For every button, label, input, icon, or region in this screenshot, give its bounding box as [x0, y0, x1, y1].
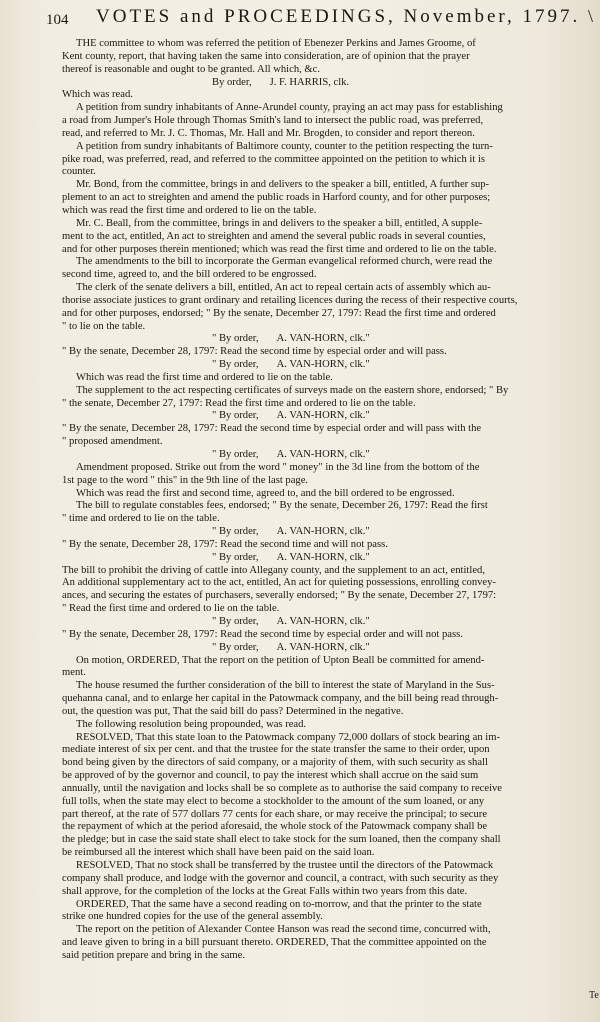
line-text: The following resolution being propounded, was read. — [76, 718, 307, 730]
text-line — [62, 218, 594, 231]
line-text: " By order, — [212, 359, 259, 371]
text-line — [62, 924, 594, 937]
line-text: By order, — [212, 76, 252, 88]
signature-line — [62, 616, 594, 629]
text-line — [62, 128, 594, 141]
text-line — [62, 282, 594, 295]
line-text: " By order, — [212, 615, 259, 627]
clerk-signature: A. VAN-HORN, clk." — [276, 359, 370, 371]
text-line — [62, 834, 594, 847]
text-line — [62, 295, 594, 308]
signature-line — [62, 449, 594, 462]
line-text: " By the senate, December 28, 1797: Read the second time and will not pass. — [62, 538, 388, 550]
line-text: counter. — [62, 166, 96, 178]
clerk-signature: A. VAN-HORN, clk." — [276, 410, 370, 422]
text-line — [62, 873, 594, 886]
line-text: thorise associate justices to grant ordinary and retailing licences during the recess of their respective courts, — [62, 294, 518, 306]
text-line — [62, 102, 594, 115]
line-text: be reimbursed all the interest which shall have been paid on the said loan. — [62, 847, 375, 859]
text-line — [62, 809, 594, 822]
line-text: The clerk of the senate delivers a bill, entitled, An act to repeal certain acts of assembly which au- — [76, 282, 491, 294]
page-number: 104 — [46, 12, 69, 28]
line-text: which was read the first time and ordered to lie on the table. — [62, 204, 317, 216]
text-line — [62, 500, 594, 513]
text-line — [62, 847, 594, 860]
text-line — [62, 899, 594, 912]
line-text: bond being given by the directors of said company, or a majority of them, with such security as shall — [62, 757, 488, 769]
line-text: ances, and securing the estates of purchasers, severally endorsed; " By the senate, December 27, 1797: — [62, 590, 497, 602]
line-text: Amendment proposed. Strike out from the word " money" in the 3d line from the bottom of the — [76, 461, 480, 473]
text-line — [62, 770, 594, 783]
text-line — [62, 732, 594, 745]
line-text: RESOLVED, That no stock shall be transferred by the trustee until the directors of the Patowmack — [76, 860, 494, 871]
clerk-signature: A. VAN-HORN, clk." — [276, 333, 370, 345]
line-text: a road from Jumper's Hole through Thomas Smith's land to intersect the public road, was preferred, — [62, 115, 484, 127]
text-line — [62, 436, 594, 449]
line-text: full tolls, when the state may elect to become a stockholder to the amount of the sum loaned, or any — [62, 795, 485, 807]
margin-mark: Te — [589, 990, 599, 1001]
running-title: VOTES and PROCEEDINGS, November, 1797. — [96, 6, 581, 27]
line-text: Mr. Bond, from the committee, brings in and delivers to the speaker a bill, entitled, A further sup- — [76, 179, 490, 191]
text-line — [62, 950, 594, 963]
line-text: be approved of by the governor and council, to pay the interest which shall accrue on the said sum — [62, 770, 479, 782]
text-line — [62, 693, 594, 706]
clerk-signature: A. VAN-HORN, clk." — [276, 641, 370, 653]
line-text: ment. — [62, 667, 86, 679]
signature-line — [62, 642, 594, 655]
line-text: ment to the act, entitled, An act to streighten and amend the several public roads in several counties, — [62, 230, 486, 242]
line-text: pike road, was preferred, read, and referred to the committee appointed on the petition to which it is — [62, 153, 486, 165]
text-line — [62, 115, 594, 128]
line-text: part thereof, at the rate of 577 dollars 77 cents for each share, or may receive the principal; to secure — [62, 808, 488, 820]
line-text: The bill to regulate constables fees, endorsed; " By the senate, December 26, 1797: Read the first — [76, 500, 488, 512]
clerk-signature: A. VAN-HORN, clk." — [276, 615, 370, 627]
text-line — [62, 757, 594, 770]
line-text: " By order, — [212, 410, 259, 422]
text-line — [62, 886, 594, 899]
signature-line — [62, 526, 594, 539]
line-text: Kent county, report, that having taken the same into consideration, are of opinion that the prayer — [62, 50, 470, 62]
text-line — [62, 590, 594, 603]
text-line — [62, 937, 594, 950]
line-text: 1st page to the word " this" in the 9th line of the last page. — [62, 474, 309, 486]
clerk-signature: J. F. HARRIS, clk. — [269, 76, 350, 88]
line-text: THE committee to whom was referred the petition of Ebenezer Perkins and James Groome, of — [76, 38, 476, 49]
text-line — [62, 346, 594, 359]
text-line — [62, 385, 594, 398]
text-line — [62, 308, 594, 321]
signature-line — [62, 410, 594, 423]
clerk-signature: A. VAN-HORN, clk." — [276, 526, 370, 538]
text-line — [62, 565, 594, 578]
text-line — [62, 744, 594, 757]
line-text: and for other purposes, endorsed; " By the senate, December 27, 1797: Read the first time and ordered — [62, 307, 496, 319]
text-line — [62, 667, 594, 680]
text-line — [62, 231, 594, 244]
line-text: " By the senate, December 28, 1797: Read the second time by especial order and will not pass. — [62, 628, 463, 640]
line-text: out, the question was put, That the said bill do pass? Determined in the negative. — [62, 705, 404, 717]
text-line — [62, 860, 594, 873]
text-line — [62, 179, 594, 192]
line-text: RESOLVED, That this state loan to the Patowmack company 72,000 dollars of stock bearing an im- — [76, 731, 500, 743]
text-line — [62, 321, 594, 334]
line-text: and leave given to bring in a bill pursuant thereto. ORDERED, That the committee appointed on the — [62, 937, 487, 949]
line-text: " By order, — [212, 641, 259, 653]
text-line — [62, 154, 594, 167]
clerk-signature: A. VAN-HORN, clk." — [276, 551, 370, 563]
text-line — [62, 192, 594, 205]
text-line — [62, 462, 594, 475]
line-text: ORDERED, That the same have a second reading on to-morrow, and that the printer to the state — [76, 898, 482, 910]
line-text: Which was read the first time and ordered to lie on the table. — [76, 371, 333, 383]
line-text: Which was read the first and second time, agreed to, and the bill ordered to be engrossed. — [76, 487, 455, 499]
line-text: The amendments to the bill to incorporate the German evangelical reformed church, were read the — [76, 256, 493, 268]
line-text: " By order, — [212, 449, 259, 460]
line-text: The report on the petition of Alexander Contee Hanson was read the second time, concurred with, — [76, 924, 491, 936]
line-text: annually, until the navigation and locks shall be so complete as to authorise the said company to receive — [62, 782, 503, 794]
text-line — [62, 51, 594, 64]
signature-line — [62, 552, 594, 565]
line-text: " to lie on the table. — [62, 320, 146, 332]
line-text: " proposed amendment. — [62, 436, 163, 448]
line-text: second time, agreed to, and the bill ordered to be engrossed. — [62, 269, 317, 281]
page-header — [46, 6, 596, 34]
line-text: company shall produce, and lodge with the governor and council, a contract, with such security as they — [62, 872, 499, 884]
body-text — [62, 38, 594, 963]
text-line — [62, 655, 594, 668]
text-line — [62, 423, 594, 436]
line-text: " By order, — [212, 333, 259, 345]
line-text: thereof is reasonable and ought to be granted. All which, &c. — [62, 63, 320, 75]
corner-mark: \ — [588, 6, 594, 26]
signature-line — [62, 359, 594, 372]
line-text: the repayment of which at the period aforesaid, the whole stock of the Patowmack company shall be — [62, 821, 488, 833]
text-line — [62, 256, 594, 269]
text-line — [62, 577, 594, 590]
line-text: quehanna canal, and to enlarge her capital in the Patowmack company, and the bill being read through- — [62, 693, 499, 705]
line-text: plement to an act to streighten and amend the public roads in Harford county, and for other purposes; — [62, 192, 491, 204]
line-text: " time and ordered to lie on the table. — [62, 513, 220, 525]
line-text: strike one hundred copies for the use of the general assembly. — [62, 911, 323, 923]
text-line — [62, 719, 594, 732]
text-line — [62, 89, 594, 102]
line-text: An additional supplementary act to the act, entitled, An act for quieting possessions, enrolling convey- — [62, 577, 496, 589]
text-line — [62, 488, 594, 501]
line-text: The house resumed the further consideration of the bill to interest the state of Maryland in the Sus- — [76, 680, 495, 692]
text-line — [62, 475, 594, 488]
line-text: A petition from sundry inhabitants of Baltimore county, counter to the petition respecting the turn- — [76, 140, 493, 152]
line-text: the pledge; but in case the said state shall elect to take stock for the sum loaned, then the company shall — [62, 834, 501, 846]
line-text: said petition prepare and bring in the same. — [62, 949, 245, 961]
line-text: read, and referred to Mr. J. C. Thomas, Mr. Hall and Mr. Brogden, to consider and report thereon. — [62, 127, 475, 139]
text-line — [62, 911, 594, 924]
text-line — [62, 398, 594, 411]
text-line — [62, 166, 594, 179]
line-text: " By order, — [212, 551, 259, 563]
signature-line — [62, 77, 594, 90]
line-text: " By the senate, December 28, 1797: Read the second time by especial order and will pass with the — [62, 423, 482, 435]
text-line — [62, 783, 594, 796]
line-text: The bill to prohibit the driving of cattle into Allegany county, and the supplement to an act, entitled, — [62, 564, 485, 576]
text-line — [62, 244, 594, 257]
line-text: The supplement to the act respecting certificates of surveys made on the eastern shore, endorsed; " By — [76, 384, 509, 396]
text-line — [62, 141, 594, 154]
text-line — [62, 513, 594, 526]
line-text: shall approve, for the completion of the locks at the Great Falls within two years from this date. — [62, 885, 468, 897]
clerk-signature: A. VAN-HORN, clk." — [276, 449, 370, 460]
text-line — [62, 372, 594, 385]
line-text: A petition from sundry inhabitants of Anne-Arundel county, praying an act may pass for establishing — [76, 102, 503, 114]
text-line — [62, 706, 594, 719]
line-text: and for other purposes therein mentioned; which was read the first time and ordered to lie on the table. — [62, 243, 497, 255]
signature-line — [62, 333, 594, 346]
text-line — [62, 680, 594, 693]
line-text: Mr. C. Beall, from the committee, brings in and delivers to the speaker a bill, entitled, A supple- — [76, 217, 483, 229]
line-text: " By order, — [212, 526, 259, 538]
line-text: mediate interest of six per cent. and that the trustee for the state transfer the same to their order, upon — [62, 744, 490, 756]
text-line — [62, 269, 594, 282]
line-text: " Read the first time and ordered to lie on the table. — [62, 603, 280, 615]
line-text: Which was read. — [62, 89, 133, 101]
text-line — [62, 205, 594, 218]
text-line — [62, 821, 594, 834]
line-text: " By the senate, December 28, 1797: Read the second time by especial order and will pass. — [62, 346, 447, 358]
line-text: " the senate, December 27, 1797: Read the first time and ordered to lie on the table. — [62, 397, 416, 409]
text-line — [62, 38, 594, 51]
text-line — [62, 796, 594, 809]
line-text: On motion, ORDERED, That the report on the petition of Upton Beall be committed for amend- — [76, 654, 485, 666]
text-line — [62, 603, 594, 616]
text-line — [62, 629, 594, 642]
text-line — [62, 64, 594, 77]
text-line — [62, 539, 594, 552]
